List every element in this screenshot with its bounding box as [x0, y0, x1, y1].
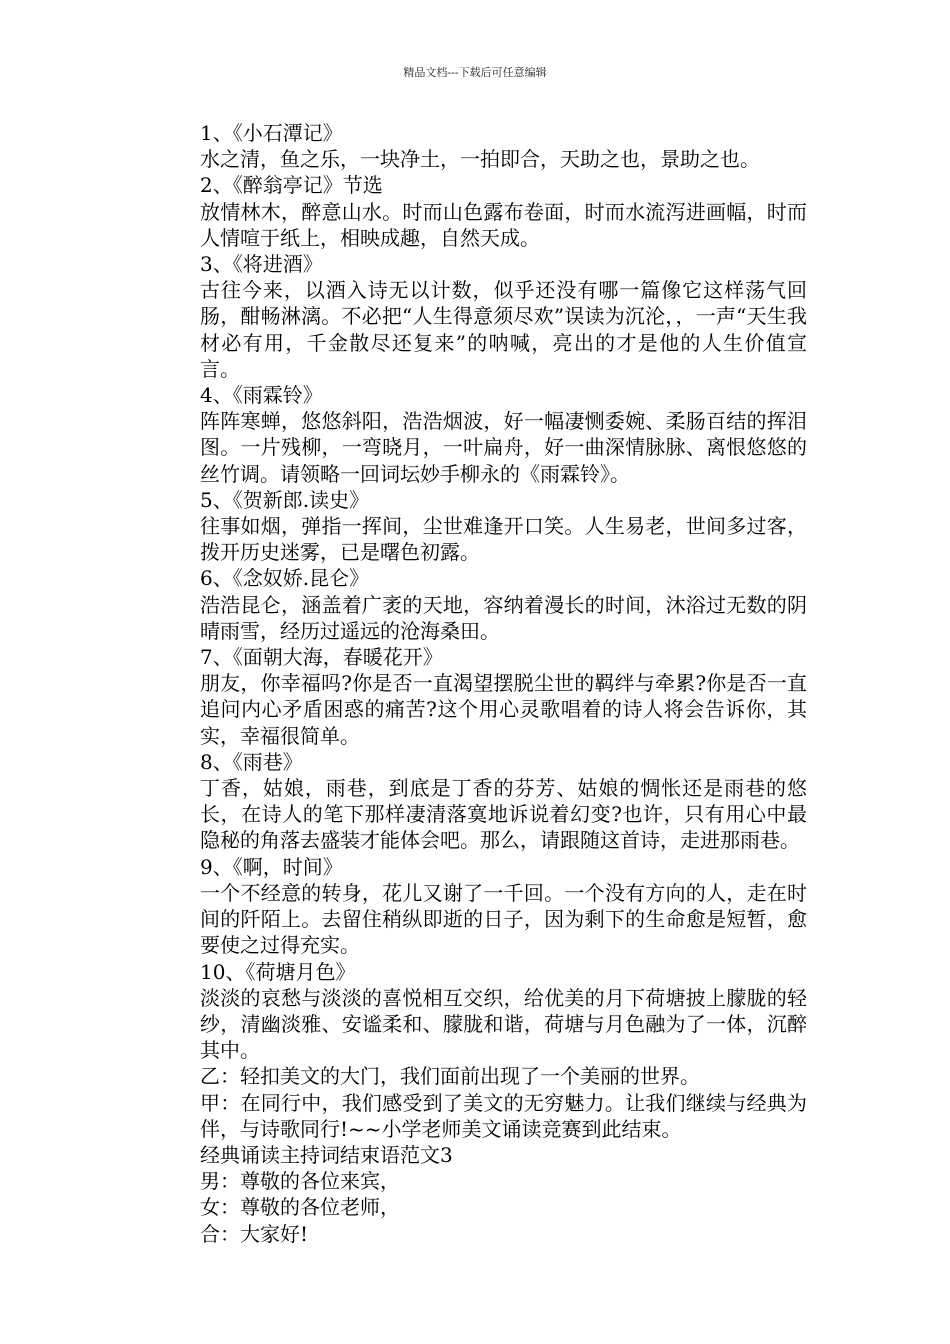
- dialogue-line-yi: 乙：轻扣美文的大门，我们面前出现了一个美丽的世界。: [200, 1064, 700, 1089]
- section-title-5: 5、《贺新郎.读史》: [200, 487, 370, 512]
- section-text-10: 淡淡的哀愁与淡淡的喜悦相互交织，给优美的月下荷塘披上朦胧的轻纱，清幽淡雅、安谧柔和、朦胧和谐，荷塘与月色融为了一体，沉醉其中。: [200, 985, 807, 1063]
- dialogue-line-male: 男：尊敬的各位来宾，: [200, 1169, 400, 1194]
- section-text-8: 丁香，姑娘，雨巷，到底是丁香的芬芳、姑娘的惆怅还是雨巷的悠长，在诗人的笔下那样凄清落寞地诉说着幻变?也许，只有用心中最隐秘的角落去盛装才能体会吧。那么，请跟随这首诗，走进那雨巷。: [200, 776, 807, 853]
- section-text-2: 放情林木，醉意山水。时而山色露布卷面，时而水流泻进画幅，时而人情喧于纸上，相映成趣，自然天成。: [200, 199, 807, 250]
- section-title-6: 6、《念奴娇.昆仑》: [200, 566, 370, 591]
- page-header: 精品文档---下载后可任意编辑: [403, 66, 547, 79]
- section-text-6: 浩浩昆仑，涵盖着广袤的天地，容纳着漫长的时间，沐浴过无数的阴晴雨雪，经历过遥远的沧海桑田。: [200, 592, 807, 643]
- section-text-9: 一个不经意的转身，花儿又谢了一千回。一个没有方向的人，走在时间的阡陌上。去留住稍纵即逝的日子，因为剩下的生命愈是短暂，愈要使之过得充实。: [200, 880, 807, 958]
- section-title-10: 10、《荷塘月色》: [200, 959, 356, 984]
- section-title-7: 7、《面朝大海，春暖花开》: [200, 645, 443, 670]
- section-title-8: 8、《雨巷》: [200, 749, 303, 774]
- section-title-9: 9、《啊，时间》: [200, 854, 343, 879]
- subheading: 经典诵读主持词结束语范文3: [200, 1142, 453, 1167]
- section-title-1: 1、《小石潭记》: [200, 121, 343, 145]
- section-title-4: 4、《雨霖铃》: [200, 383, 323, 408]
- section-title-2: 2、《醉翁亭记》节选: [200, 173, 383, 198]
- dialogue-line-female: 女：尊敬的各位老师，: [200, 1195, 400, 1220]
- dialogue-line-together: 合：大家好!: [200, 1221, 309, 1246]
- section-text-1: 水之清，鱼之乐，一块净土，一拍即合，天助之也，景助之也。: [200, 147, 760, 172]
- document-body: [201, 120, 807, 1247]
- section-text-4: 阵阵寒蝉，悠悠斜阳，浩浩烟波，好一幅凄恻委婉、柔肠百结的挥泪图。一片残柳，一弯晓月，一叶扁舟，好一曲深情脉脉、离恨悠悠的丝竹调。请领略一回词坛妙手柳永的《雨霖铃》。: [200, 409, 807, 486]
- section-text-7: 朋友，你幸福吗?你是否一直渴望摆脱尘世的羁绊与牵累?你是否一直追问内心矛盾困惑的痛苦?这个用心灵歌唱着的诗人将会告诉你，其实，幸福很简单。: [200, 671, 807, 748]
- section-text-5: 往事如烟，弹指一挥间，尘世难逢开口笑。人生易老，世间多过客，拨开历史迷雾，已是曙色初露。: [200, 514, 807, 565]
- section-text-3: 古往今来，以酒入诗无以计数，似乎还没有哪一篇像它这样荡气回肠，酣畅淋漓。不必把“人生得意须尽欢”误读为沉沦，，一声“天生我材必有用，千金散尽还复来”的呐喊，亮出的才是他的人生价值宣言。: [200, 278, 807, 381]
- dialogue-line-jia: 甲：在同行中，我们感受到了美文的无穷魅力。让我们继续与经典为伴，与诗歌同行!~~小学老师美文诵读竞赛到此结束。: [200, 1090, 807, 1141]
- section-title-3: 3、《将进酒》: [200, 252, 323, 277]
